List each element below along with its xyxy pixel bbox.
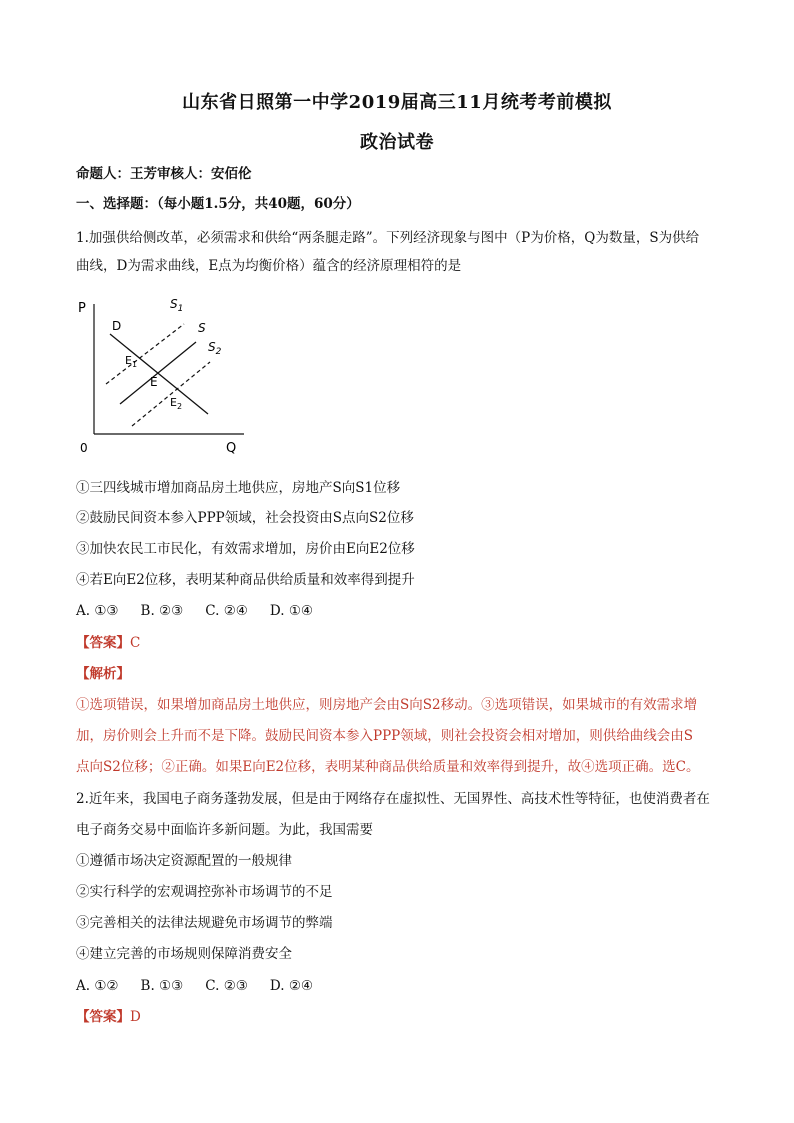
q1-analysis-tag: 【解析】 — [76, 666, 130, 682]
q2-item-2: ②实行科学的宏观调控弥补市场调节的不足 — [76, 884, 333, 900]
q1-analysis-line-2: 加，房价则会上升而不是下降。鼓励民间资本参入PPP领域，则社会投资会相对增加，则供给曲线会由S — [76, 728, 693, 744]
q1-stem-line-2: 曲线，D为需求曲线，E点为均衡价格）蕴含的经济原理相符的是 — [76, 258, 462, 274]
q1-options — [76, 601, 726, 621]
curve-label-s: S — [198, 321, 206, 335]
q2-option-a: A. ①② — [76, 978, 119, 994]
curve-label-s2: $S_2$ — [208, 340, 222, 357]
supply-demand-graph — [74, 294, 264, 459]
q2-stem-line-2: 电子商务交易中面临许多新问题。为此，我国需要 — [76, 822, 373, 838]
axis-label-q: Q — [226, 441, 237, 456]
point-label-e: E — [150, 375, 158, 389]
q2-option-d: D. ②④ — [269, 978, 314, 994]
section-heading: 一、选择题：（每小题1.5分，共40题，60分） — [76, 196, 360, 212]
document-subtitle: 政治试卷 — [360, 132, 434, 153]
curve-label-d: D — [112, 319, 122, 333]
q1-option-a: A. ①③ — [76, 603, 119, 619]
q2-answer — [76, 1007, 726, 1027]
q2-option-c: C. ②③ — [205, 978, 248, 994]
q1-item-1: ①三四线城市增加商品房土地供应，房地产S向S1位移 — [76, 480, 401, 496]
q2-answer-tag: 【答案】 — [76, 1009, 130, 1025]
axis-label-p: P — [78, 301, 86, 316]
authors-line: 命题人：王芳审核人：安佰伦 — [76, 166, 252, 182]
document-title: 山东省日照第一中学2019届高三11月统考考前模拟 — [182, 92, 612, 113]
q2-item-1: ①遵循市场决定资源配置的一般规律 — [76, 853, 292, 869]
q1-option-c: C. ②④ — [205, 603, 248, 619]
q1-answer — [76, 633, 726, 653]
supply-curve-s2 — [132, 362, 210, 426]
point-label-e2: $E_2$ — [170, 396, 183, 411]
curve-label-s1: $S_1$ — [170, 297, 184, 314]
q1-option-b: B. ②③ — [140, 603, 184, 619]
supply-curve-s1 — [106, 324, 184, 384]
q1-item-4: ④若E向E2位移，表明某种商品供给质量和效率得到提升 — [76, 572, 415, 588]
q1-item-3: ③加快农民工市民化，有效需求增加，房价由E向E2位移 — [76, 541, 415, 557]
q2-option-b: B. ①③ — [140, 978, 184, 994]
q2-answer-value: D — [130, 1009, 141, 1025]
point-label-e1: $E_1$ — [125, 354, 138, 369]
demand-curve — [110, 334, 208, 414]
q1-item-2: ②鼓励民间资本参入PPP领域，社会投资由S点向S2位移 — [76, 510, 414, 526]
origin-label: 0 — [80, 441, 88, 455]
q1-answer-tag: 【答案】 — [76, 635, 130, 651]
q2-stem-line-1: 2.近年来，我国电子商务蓬勃发展，但是由于网络存在虚拟性、无国界性、高技术性等特征，也使消费者在 — [76, 791, 710, 807]
q1-analysis-line-1: ①选项错误，如果增加商品房土地供应，则房地产会由S向S2移动。③选项错误，如果城市的有效需求增 — [76, 697, 698, 713]
q1-analysis-line-3: 点向S2位移；②正确。如果E向E2位移，表明某种商品供给质量和效率得到提升，故④选项正确。选C。 — [76, 759, 700, 775]
q2-options — [76, 976, 726, 996]
q1-option-d: D. ①④ — [269, 603, 314, 619]
q2-item-3: ③完善相关的法律法规避免市场调节的弊端 — [76, 915, 333, 931]
q1-answer-value: C — [130, 635, 141, 651]
q1-stem-line-1: 1.加强供给侧改革，必须需求和供给“两条腿走路”。下列经济现象与图中（P为价格，Q为数量，S为供给 — [76, 230, 700, 246]
q2-item-4: ④建立完善的市场规则保障消费安全 — [76, 946, 292, 962]
